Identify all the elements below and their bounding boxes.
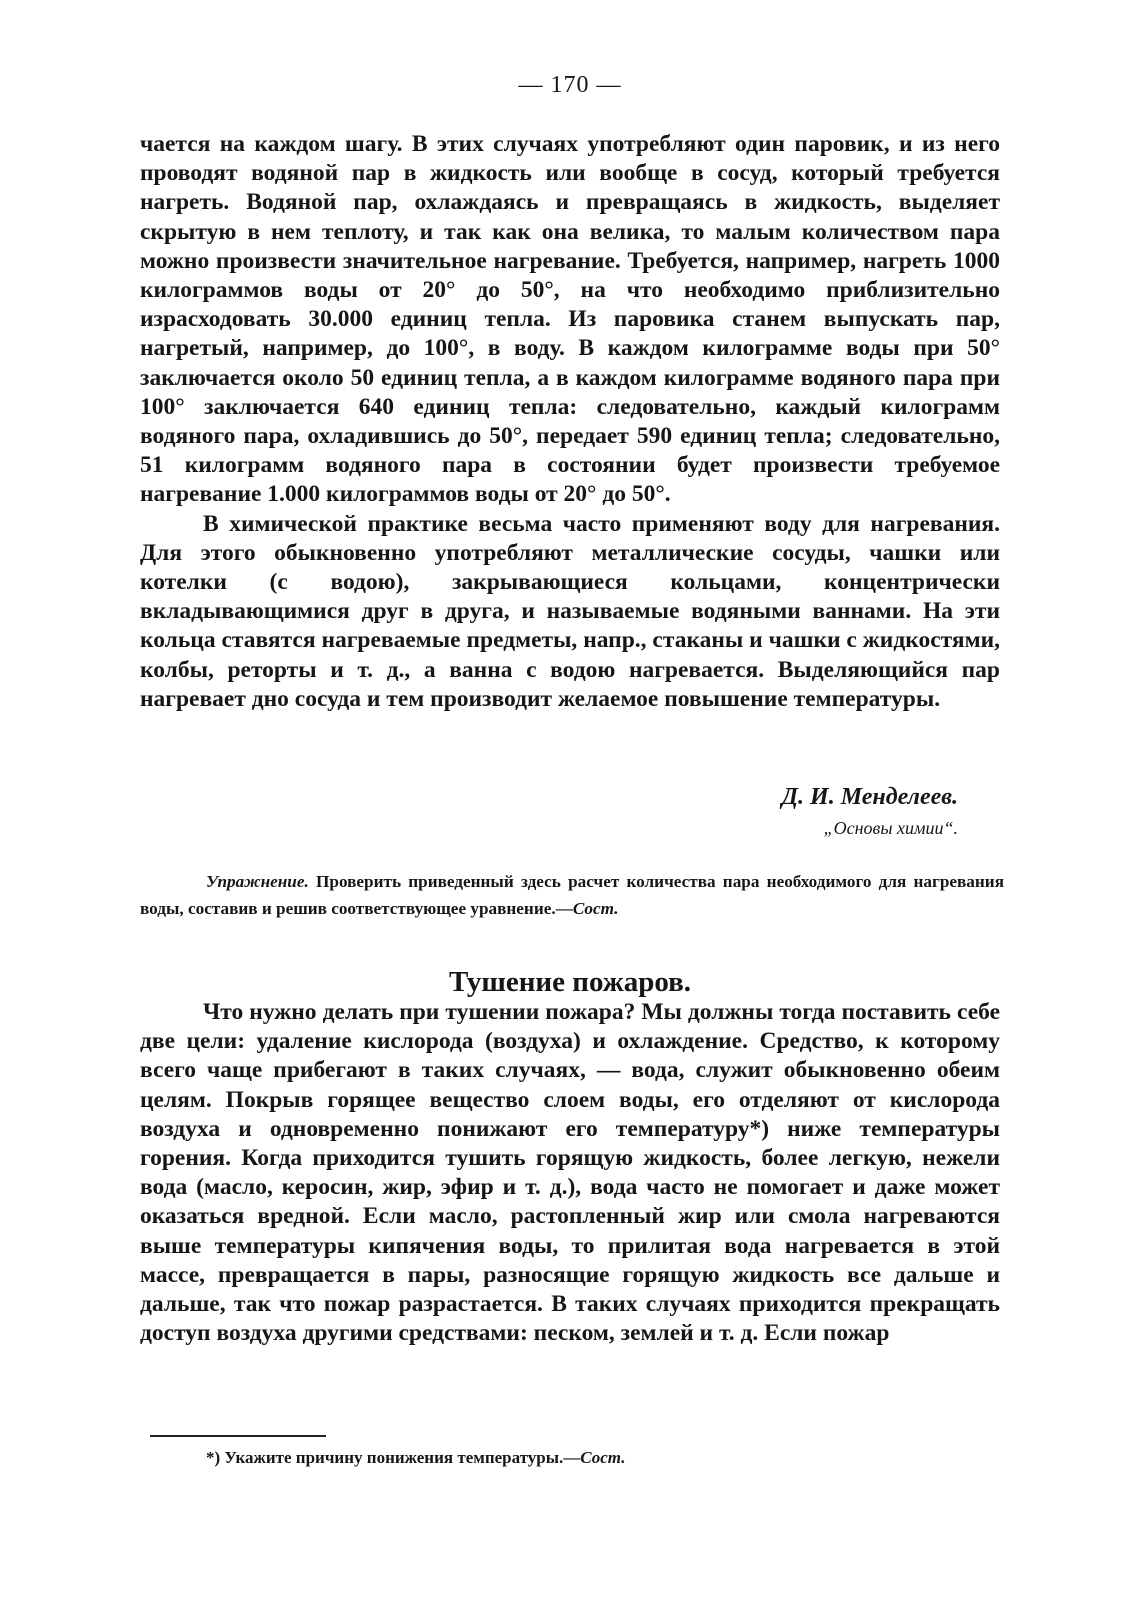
section-title: Тушение пожаров. — [448, 966, 692, 998]
paragraph-steam-heating: чается на каждом шагу. В этих случаях употребляют один паровик, и из него проводят водяной пар в жидкость или вообще в сосуд, который требуется нагреть. Водяной пар, охлаждаясь и превращаясь в жидкость, выделяет скрытую в нем теплоту, и так как она велика, то малым количеством пара можно произвести значительное нагревание. Требуется, например, нагреть 1000 килограммов воды от 20° до 50°, на что необходимо приблизительно израсходовать 30.000 единиц тепла. Из паровика станем выпускать пар, нагретый, например, до 100°, в воду. В каждом килограмме воды при 50° заключается около 50 единиц тепла, а в каждом килограмме водяного пара при 100° заключается 640 единиц тепла: следовательно, каждый килограмм водяного пара, охладившись до 50°, передает 590 единиц тепла; следовательно, 51 килограмм водяного пара в состоянии будет произвести требуемое нагревание 1.000 килограммов воды от 20° до 50°. — [140, 131, 1000, 508]
footnote-text: *) Укажите причину понижения температуры.— — [206, 1448, 581, 1467]
footnote-rule — [150, 1435, 326, 1437]
signature-author: Д. И. Менделеев. — [781, 784, 958, 810]
footnote — [206, 1448, 625, 1468]
body-text-fire — [140, 998, 1000, 1348]
paragraph-firefighting: Что нужно делать при тушении пожара? Мы должны тогда поставить себе две цели: удаление кислорода (воздуха) и охлаждение. Средство, к которому всего чаще прибегают в таких случаях, — вода, служит обыкновенно обеим целям. Покрыв горящее вещество слоем воды, его отделяют от кислорода воздуха и одновременно понижают его температуру*) ниже температуры горения. Когда приходится тушить горящую жидкость, более легкую, нежели вода (масло, керосин, жир, эфир и т. д.), вода часто не помогает и даже может оказаться вредной. Если масло, растопленный жир или смола нагреваются выше температуры кипячения воды, то прилитая вода нагревается в этой массе, превращается в пары, разносящие горящую жидкость все дальше и дальше, так что пожар разрастается. В таких случаях приходится прекращать доступ воздуха другими средствами: песком, землей и т. д. Если пожар — [140, 999, 1000, 1347]
paragraph-water-baths: В химической практике весьма часто применяют воду для нагревания. Для этого обыкновенно употребляют металлические сосуды, чашки или котелки (с водою), закрывающиеся кольцами, концентрически вкладывающимися друг в друга, и называемые водяными ваннами. На эти кольца ставятся нагреваемые предметы, напр., стаканы и чашки с жидкостями, колбы, реторты и т. д., а ванна с водою нагревается. Выделяющийся пар нагревает дно сосуда и тем производит желаемое повышение температуры. — [140, 510, 1000, 712]
body-text-top — [140, 130, 1000, 714]
exercise-text: Проверить приведенный здесь расчет количества пара необходимого для нагревания воды, составив и решив соответствующее уравнение.— — [140, 872, 1004, 918]
exercise-label: Упражнение. — [206, 872, 309, 891]
footnote-credit: Сост. — [580, 1448, 626, 1467]
exercise-note — [140, 868, 1004, 922]
page-number: — 170 — — [518, 72, 622, 98]
exercise-credit: Сост. — [572, 899, 619, 918]
signature-source: „Основы химии“. — [823, 818, 958, 838]
